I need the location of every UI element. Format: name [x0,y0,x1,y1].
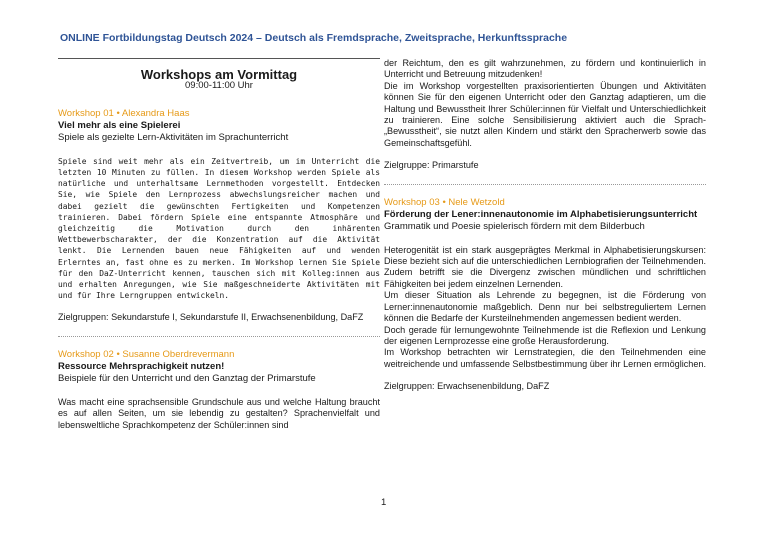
workshop-02-title: Ressource Mehrsprachigkeit nutzen! [58,360,225,372]
workshop-03-paragraph-3: Doch gerade für lernungewohnte Teilnehmende ist die Reflexion und Lenkung der eigenen Lernprozesse eine große Herausforderung. [384,324,706,346]
document-header: ONLINE Fortbildungstag Deutsch 2024 – Deutsch als Fremdsprache, Zweitsprache, Herkunftssprache [60,32,568,44]
workshop-03-target-group: Zielgruppen: Erwachsenenbildung, DaFZ [384,381,550,392]
workshop-03 [384,197,706,393]
workshop-01-title: Viel mehr als eine Spielerei [58,119,181,131]
divider [58,336,380,337]
workshop-02-subtitle: Beispiele für den Unterricht und den Ganztag der Primarstufe [58,372,316,384]
workshop-02-header: Workshop 02 • Susanne Oberdrevermann [58,348,235,360]
workshop-03-header: Workshop 03 • Nele Wetzold [384,196,505,208]
workshop-02-description-continued: der Reichtum, den es gilt wahrzunehmen, zu fördern und kontinuierlich in Unterricht und Betreuung mitzudenken! [384,58,706,80]
page-title: Workshops am Vormittag [140,67,298,82]
page-number: 1 [381,497,387,508]
workshop-01-target-group: Zielgruppen: Sekundarstufe I, Sekundarstufe II, Erwachsenenbildung, DaFZ [58,312,364,323]
workshop-01-header: Workshop 01 • Alexandra Haas [58,107,190,119]
workshop-02-target-group: Zielgruppe: Primarstufe [384,160,479,171]
workshop-01-subtitle: Spiele als gezielte Lern-Aktivitäten im Sprachunterricht [58,131,289,143]
workshop-03-title: Förderung der Lener:innenautonomie im Alphabetisierungsunterricht [384,208,698,220]
workshop-02 [58,349,380,431]
workshop-03-subtitle: Grammatik und Poesie spielerisch fördern mit dem Bilderbuch [384,220,645,232]
left-column [58,58,380,431]
workshop-03-paragraph-1: Heterogenität ist ein stark ausgeprägtes Merkmal in Alphabetisierungskursen: Diese bezieht sich auf die unterschiedlichen Lernbiografien der Teilnehmenden. Zudem betrifft sie die Divergenz zwischen mündlichen und schriftlichen Fähigkeiten bei jedem einzelnen Lernenden. [384,244,706,289]
workshop-01 [58,108,380,324]
divider [384,184,706,185]
top-divider [58,58,380,59]
workshop-02-description: Was macht eine sprachsensible Grundschule aus und welche Haltung braucht es auf allen Seiten, um sie lebendig zu gestalten? Sprachenvielfalt und lebensweltliche Sprachkompetenz der Schüler:innen sind [58,396,380,430]
time-range: 09:00-11:00 Uhr [185,80,253,92]
workshop-03-paragraph-4: Im Workshop betrachten wir Lernstrategien, die den Teilnehmenden eine weitreichende und umfassende Selbstbestimmung über ihr Lernen ermöglichen. [384,347,707,369]
workshop-03-paragraph-2: Um dieser Situation als Lehrende zu begegnen, ist die Förderung von Lerner:innenautonomie maßgeblich. Denn nur bei selbstreguliertem Lernen können die Bedarfe der Kursteilnehmenden angemessen bedient werden. [384,290,706,324]
right-column [384,58,706,393]
workshop-02-description-2: Die im Workshop vorgestellten praxisorientierten Übungen und Aktivitäten können Sie für den eigenen Unterricht oder den Ganztag adaptieren, um die Haltung und Bewusstheit Ihrer Schüler:innen für Vielfalt und Unterschiedlichkeit zu trainieren. Eine solche Sensibilisierung aktiviert auch die Sprach-„Bewusstheit“, sie nutzt allen Kindern und stärkt den Spracherwerb sowie das Gemeinschaftsgefühl. [384,80,706,148]
workshop-01-description: Spiele sind weit mehr als ein Zeitvertreib, um im Unterricht die letzten 10 Minuten zu füllen. In diesem Workshop werden Spiele als natürliche und unterhaltsame Lernmethoden vorgestellt. Entdecken Sie, wie Spiele den Lernprozess abwechslungsreicher machen und dabei gezielt die gewünschten Fertigkeiten und Kompetenzen trainieren. Dabei fördern Spiele eine entspannte Atmosphäre und gleichzeitig die Motivation durch den inhärenten Wettbewerbscharakter, der die Konzentration auf die Aktivität lenkt. Die Lernenden bauen neue Fähigkeiten auf und wenden Erlerntes an, fast ohne es zu merken. Im Workshop lernen Sie Spiele für den DaZ-Unterricht kennen, tauschen sich mit Kolleg:innen aus und erhalten Anregungen, wie Sie maßgeschneiderte Aktivitäten mit und für Ihre Lerngruppen entwickeln. [58,156,380,301]
